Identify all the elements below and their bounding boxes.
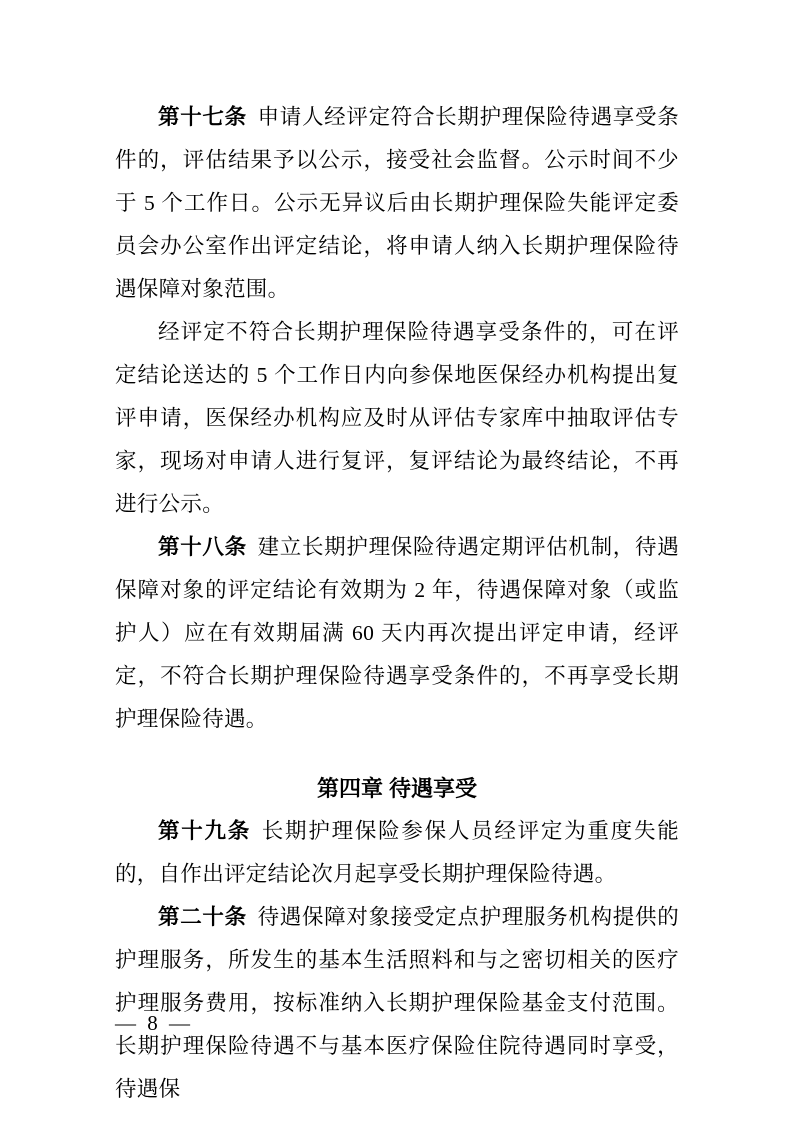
reassessment-text: 经评定不符合长期护理保险待遇享受条件的，可在评定结论送达的 5 个工作日内向参保地医保经办机构提出复评申请，医保经办机构应及时从评估专家库中抽取评估专家，现场对申请人进行复评，复评结论为最终结论，不再进行公示。 [115, 320, 679, 516]
article-18-text: 建立长期护理保险待遇定期评估机制，待遇保障对象的评定结论有效期为 2 年，待遇保障对象（或监护人）应在有效期届满 60 天内再次提出评定申请，经评定，不符合长期护理保险待遇享受条件的，不再享受长期护理保险待遇。 [115, 535, 680, 731]
article-19-label: 第十九条 [158, 819, 252, 843]
document-body [115, 96, 679, 1111]
paragraph-reassessment [115, 311, 679, 526]
paragraph-article-19 [115, 810, 679, 896]
page-number: — 8 — [115, 1011, 193, 1035]
paragraph-article-20 [115, 896, 679, 1111]
article-19-text: 长期护理保险参保人员经评定为重度失能的，自作出评定结论次月起享受长期护理保险待遇。 [115, 819, 680, 886]
paragraph-article-17 [115, 96, 679, 311]
article-17-text: 申请人经评定符合长期护理保险待遇享受条件的，评估结果予以公示，接受社会监督。公示时间不少于 5 个工作日。公示无异议后由长期护理保险失能评定委员会办公室作出评定结论，将申请人纳入长期护理保险待遇保障对象范围。 [115, 105, 680, 301]
article-20-text: 待遇保障对象接受定点护理服务机构提供的护理服务，所发生的基本生活照料和与之密切相关的医疗护理服务费用，按标准纳入长期护理保险基金支付范围。长期护理保险待遇不与基本医疗保险住院待遇同时享受，待遇保 [115, 905, 680, 1101]
article-17-label: 第十七条 [158, 105, 247, 129]
chapter-4-heading: 第四章 待遇享受 [316, 776, 478, 801]
paragraph-article-18 [115, 526, 679, 741]
article-18-label: 第十八条 [158, 535, 247, 559]
article-20-label: 第二十条 [158, 905, 247, 929]
